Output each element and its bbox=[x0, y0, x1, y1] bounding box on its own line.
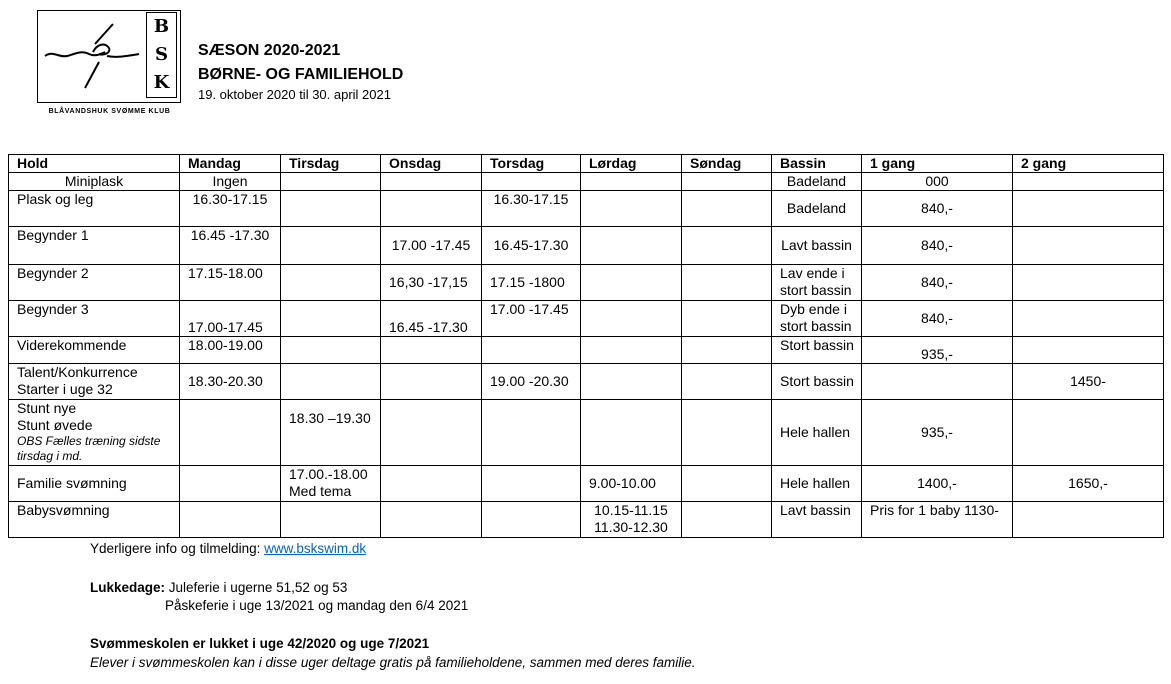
sondag-cell bbox=[682, 337, 772, 364]
logo-letters bbox=[146, 12, 177, 98]
torsdag-cell bbox=[482, 173, 581, 191]
closed-note: Elever i svømmeskolen kan i disse uger deltage gratis på familieholdene, sammen med deres familie. bbox=[90, 655, 696, 670]
col-onsdag: Onsdag bbox=[381, 155, 482, 173]
lordag-cell bbox=[581, 265, 682, 301]
tirsdag-cell bbox=[281, 466, 381, 502]
onsdag-cell bbox=[381, 466, 482, 502]
price-2-cell bbox=[1013, 301, 1164, 337]
sondag-cell bbox=[682, 173, 772, 191]
mandag-cell: 16.30-17.15 bbox=[180, 191, 281, 227]
onsdag-cell: 16,30 -17,15 bbox=[381, 265, 482, 301]
torsdag-cell bbox=[482, 400, 581, 466]
price-2-cell bbox=[1013, 502, 1164, 538]
torsdag-cell bbox=[482, 466, 581, 502]
tirsdag-cell bbox=[281, 301, 381, 337]
col-bassin: Bassin bbox=[772, 155, 862, 173]
price-2-cell bbox=[1013, 265, 1164, 301]
table-row bbox=[9, 265, 1164, 301]
sondag-cell bbox=[682, 301, 772, 337]
torsdag-cell: 16.45-17.30 bbox=[482, 227, 581, 265]
bassin-cell: Badeland bbox=[772, 191, 862, 227]
lukkedage-christmas: Juleferie i ugerne 51,52 og 53 bbox=[165, 580, 348, 595]
bassin-cell bbox=[772, 265, 862, 301]
col-hold: Hold bbox=[9, 155, 180, 173]
price-1-cell: 840,- bbox=[862, 227, 1013, 265]
lordag-cell bbox=[581, 400, 682, 466]
price-2-cell: 1450- bbox=[1013, 364, 1164, 400]
bassin-cell bbox=[772, 301, 862, 337]
hold-line-2: Starter i uge 32 bbox=[17, 381, 113, 397]
tirsdag-cell bbox=[281, 337, 381, 364]
onsdag-cell bbox=[381, 502, 482, 538]
torsdag-cell: 17.15 -1800 bbox=[482, 265, 581, 301]
lukkedage-label: Lukkedage: bbox=[90, 580, 166, 595]
sondag-cell bbox=[682, 191, 772, 227]
bassin-line-1: Dyb ende i bbox=[780, 301, 847, 317]
tirsdag-cell: 18.30 –19.30 bbox=[281, 400, 381, 466]
tirsdag-cell bbox=[281, 364, 381, 400]
hold-line-1: Stunt nye bbox=[17, 400, 77, 416]
onsdag-cell bbox=[381, 400, 482, 466]
torsdag-cell bbox=[482, 337, 581, 364]
season-title: SÆSON 2020-2021 bbox=[198, 42, 341, 59]
price-1-cell: 000 bbox=[862, 173, 1013, 191]
col-torsdag: Torsdag bbox=[482, 155, 581, 173]
tirsdag-cell bbox=[281, 227, 381, 265]
table-row bbox=[9, 227, 1164, 265]
mandag-cell bbox=[180, 466, 281, 502]
price-1-cell bbox=[862, 364, 1013, 400]
lordag-cell bbox=[581, 227, 682, 265]
col-sondag: Søndag bbox=[682, 155, 772, 173]
col-lordag: Lørdag bbox=[581, 155, 682, 173]
tirsdag-line-1: 17.00.-18.00 bbox=[289, 466, 368, 482]
lordag-cell bbox=[581, 364, 682, 400]
table-row bbox=[9, 364, 1164, 400]
tirsdag-cell bbox=[281, 502, 381, 538]
bassin-line-2: stort bassin bbox=[780, 282, 852, 298]
hold-cell bbox=[9, 364, 180, 400]
tirsdag-cell bbox=[281, 191, 381, 227]
lukkedage-easter: Påskeferie i uge 13/2021 og mandag den 6/4 2021 bbox=[165, 598, 469, 613]
price-2-cell bbox=[1013, 173, 1164, 191]
bassin-cell: Lavt bassin bbox=[772, 227, 862, 265]
logo-letter-k: K bbox=[153, 72, 170, 93]
mandag-cell: 18.00-19.00 bbox=[180, 337, 281, 364]
lukkedage-line bbox=[90, 580, 347, 595]
info-prefix: Yderligere info og tilmelding: bbox=[90, 541, 265, 556]
bassin-cell: Hele hallen bbox=[772, 400, 862, 466]
bassin-line-2: stort bassin bbox=[780, 318, 852, 334]
lordag-cell bbox=[581, 191, 682, 227]
hold-cell: Begynder 1 bbox=[9, 227, 180, 265]
mandag-cell bbox=[180, 502, 281, 538]
bassin-cell: Lavt bassin bbox=[772, 502, 862, 538]
torsdag-cell: 17.00 -17.45 bbox=[482, 301, 581, 337]
lordag-line-2: 11.30-12.30 bbox=[594, 519, 668, 535]
price-1-cell: 840,- bbox=[862, 265, 1013, 301]
col-tirsdag: Tirsdag bbox=[281, 155, 381, 173]
sondag-cell bbox=[682, 466, 772, 502]
hold-line-2: Stunt øvede bbox=[17, 417, 93, 433]
hold-line-1: Talent/Konkurrence bbox=[17, 364, 138, 380]
price-1-cell: Pris for 1 baby 1130- bbox=[862, 502, 1013, 538]
col-1-gang: 1 gang bbox=[862, 155, 1013, 173]
lordag-cell: 9.00-10.00 bbox=[581, 466, 682, 502]
price-1-cell: 840,- bbox=[862, 191, 1013, 227]
page-header bbox=[198, 40, 403, 104]
price-2-cell: 1650,- bbox=[1013, 466, 1164, 502]
sondag-cell bbox=[682, 265, 772, 301]
price-1-cell: 840,- bbox=[862, 301, 1013, 337]
bassin-line-1: Lav ende i bbox=[780, 265, 845, 281]
schedule-table bbox=[8, 154, 1164, 538]
torsdag-cell: 16.30-17.15 bbox=[482, 191, 581, 227]
bassin-cell: Badeland bbox=[772, 173, 862, 191]
mandag-cell: 17.00-17.45 bbox=[180, 301, 281, 337]
onsdag-cell bbox=[381, 337, 482, 364]
mandag-cell: 17.15-18.00 bbox=[180, 265, 281, 301]
col-mandag: Mandag bbox=[180, 155, 281, 173]
mandag-cell: Ingen bbox=[180, 173, 281, 191]
table-row bbox=[9, 466, 1164, 502]
page-title: BØRNE- OG FAMILIEHOLD bbox=[198, 66, 404, 83]
lordag-cell bbox=[581, 337, 682, 364]
tirsdag-line-2: Med tema bbox=[289, 483, 352, 499]
torsdag-cell bbox=[482, 502, 581, 538]
hold-cell: Begynder 2 bbox=[9, 265, 180, 301]
logo-letter-b: B bbox=[153, 16, 170, 37]
closed-heading: Svømmeskolen er lukket i uge 42/2020 og uge 7/2021 bbox=[90, 636, 430, 651]
lordag-line-1: 10.15-11.15 bbox=[594, 502, 668, 518]
table-row bbox=[9, 301, 1164, 337]
lordag-cell bbox=[581, 502, 682, 538]
price-2-cell bbox=[1013, 191, 1164, 227]
torsdag-cell: 19.00 -20.30 bbox=[482, 364, 581, 400]
hold-cell: Miniplask bbox=[9, 173, 180, 191]
price-2-cell bbox=[1013, 400, 1164, 466]
mandag-cell: 18.30-20.30 bbox=[180, 364, 281, 400]
hold-cell: Viderekommende bbox=[9, 337, 180, 364]
onsdag-cell: 16.45 -17.30 bbox=[381, 301, 482, 337]
club-logo bbox=[37, 10, 182, 118]
table-row bbox=[9, 502, 1164, 538]
sondag-cell bbox=[682, 227, 772, 265]
website-link[interactable]: www.bskswim.dk bbox=[264, 541, 367, 556]
price-1-cell: 935,- bbox=[862, 337, 1013, 364]
date-range: 19. oktober 2020 til 30. april 2021 bbox=[198, 87, 391, 102]
table-row bbox=[9, 400, 1164, 466]
table-row bbox=[9, 191, 1164, 227]
price-1-cell: 1400,- bbox=[862, 466, 1013, 502]
hold-cell bbox=[9, 400, 180, 466]
info-line bbox=[90, 541, 366, 556]
mandag-cell: 16.45 -17.30 bbox=[180, 227, 281, 265]
lordag-cell bbox=[581, 301, 682, 337]
hold-cell: Babysvømning bbox=[9, 502, 180, 538]
hold-cell: Begynder 3 bbox=[9, 301, 180, 337]
price-2-cell bbox=[1013, 227, 1164, 265]
table-row bbox=[9, 173, 1164, 191]
onsdag-cell: 17.00 -17.45 bbox=[381, 227, 482, 265]
hold-cell: Familie svømning bbox=[9, 466, 180, 502]
bassin-cell: Stort bassin bbox=[772, 364, 862, 400]
bassin-cell: Stort bassin bbox=[772, 337, 862, 364]
tirsdag-cell bbox=[281, 173, 381, 191]
bassin-cell: Hele hallen bbox=[772, 466, 862, 502]
sondag-cell bbox=[682, 502, 772, 538]
price-1-cell: 935,- bbox=[862, 400, 1013, 466]
logo-subtitle: BLÅVANDSHUK SVØMME KLUB bbox=[48, 108, 171, 115]
hold-cell: Plask og leg bbox=[9, 191, 180, 227]
logo-letter-s: S bbox=[155, 44, 168, 65]
table-header-row bbox=[9, 155, 1164, 173]
sondag-cell bbox=[682, 400, 772, 466]
swimmer-icon bbox=[39, 14, 147, 102]
table-row bbox=[9, 337, 1164, 364]
lordag-cell bbox=[581, 173, 682, 191]
onsdag-cell bbox=[381, 364, 482, 400]
sondag-cell bbox=[682, 364, 772, 400]
stunt-note: OBS Fælles træning sidste tirsdag i md. bbox=[17, 434, 161, 463]
mandag-cell bbox=[180, 400, 281, 466]
onsdag-cell bbox=[381, 173, 482, 191]
onsdag-cell bbox=[381, 191, 482, 227]
col-2-gang: 2 gang bbox=[1013, 155, 1164, 173]
price-2-cell bbox=[1013, 337, 1164, 364]
tirsdag-cell bbox=[281, 265, 381, 301]
